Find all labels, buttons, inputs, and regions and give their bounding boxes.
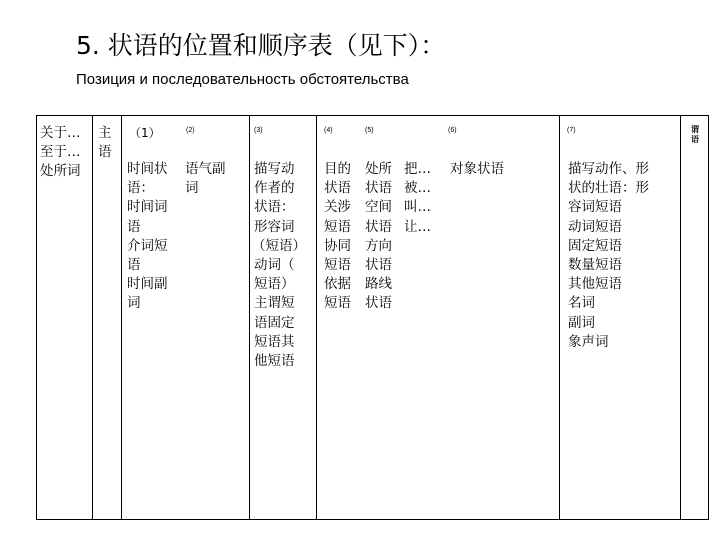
page-title: 5. 状语的位置和顺序表（见下）： bbox=[76, 31, 446, 60]
col7-line: 状的壮语：形 bbox=[568, 180, 649, 197]
col3-line: 描写动 bbox=[254, 161, 295, 177]
column-divider bbox=[316, 116, 317, 519]
col3-line: 语固定 bbox=[254, 314, 295, 331]
ba-bei-line: 叫… bbox=[404, 199, 431, 216]
col1-line: 词 bbox=[127, 295, 141, 312]
col2-line: 语气副 bbox=[185, 161, 226, 177]
col4-line: 状语 bbox=[324, 180, 351, 197]
col1-line: 时间状 bbox=[127, 161, 168, 177]
page-subtitle: Позиция и последовательность обстоятельства bbox=[76, 71, 409, 88]
adverbial-order-table bbox=[36, 115, 709, 520]
col-a-text bbox=[40, 124, 81, 182]
col7-line: 其他短语 bbox=[568, 276, 622, 293]
predicate-line: 谓 bbox=[691, 125, 699, 134]
col1-line: 时间词 bbox=[127, 199, 168, 216]
ba-bei-text bbox=[404, 160, 431, 237]
col4-line: 短语 bbox=[324, 257, 351, 274]
ba-bei-line: 让… bbox=[404, 218, 431, 235]
col3-line: 状语： bbox=[254, 199, 295, 216]
col6-text bbox=[450, 160, 504, 179]
predicate-line: 语 bbox=[691, 135, 699, 144]
col3-line: 他短语 bbox=[254, 353, 295, 370]
col7-number: (7) bbox=[567, 127, 576, 134]
col1-line: 语 bbox=[127, 218, 141, 235]
column-divider bbox=[680, 116, 681, 519]
ba-bei-line: 把… bbox=[404, 161, 431, 177]
col4-number: (4) bbox=[324, 127, 333, 134]
col4-line: 短语 bbox=[324, 218, 351, 235]
col3-line: 作者的 bbox=[254, 180, 295, 197]
col7-line: 描写动作、形 bbox=[568, 161, 649, 177]
col5-line: 空间 bbox=[365, 199, 392, 216]
col7-line: 象声词 bbox=[568, 333, 609, 350]
col-a-line: 处所词 bbox=[40, 163, 81, 180]
predicate-text bbox=[691, 125, 699, 145]
column-divider bbox=[92, 116, 93, 519]
col4-line: 短语 bbox=[324, 295, 351, 312]
col4-line: 协同 bbox=[324, 237, 351, 254]
col5-line: 状语 bbox=[365, 218, 392, 235]
subject-text bbox=[98, 124, 112, 162]
col5-number: (5) bbox=[365, 127, 374, 134]
column-divider bbox=[121, 116, 122, 519]
col5-line: 方向 bbox=[365, 237, 392, 254]
col-a-line: 关于… bbox=[40, 125, 81, 141]
col3-text bbox=[254, 160, 306, 371]
col4-line: 依据 bbox=[324, 276, 351, 293]
col5-text bbox=[365, 160, 392, 314]
col7-line: 名词 bbox=[568, 295, 595, 312]
col4-line: 关涉 bbox=[324, 199, 351, 216]
col-a-line: 至于… bbox=[40, 144, 81, 161]
col6-number: (6) bbox=[448, 127, 457, 134]
col5-line: 状语 bbox=[365, 295, 392, 312]
col6-line: 对象状语 bbox=[450, 161, 504, 177]
col2-text bbox=[185, 160, 226, 198]
col3-line: （短语） bbox=[252, 237, 306, 254]
col5-line: 状语 bbox=[365, 257, 392, 274]
col4-line: 目的 bbox=[324, 161, 351, 177]
col4-text bbox=[324, 160, 351, 314]
subject-line: 主 bbox=[98, 125, 112, 141]
column-divider bbox=[559, 116, 560, 519]
col3-line: 动词（ bbox=[254, 257, 295, 274]
col5-line: 路线 bbox=[365, 276, 392, 293]
col3-line: 短语） bbox=[254, 276, 295, 293]
ba-bei-line: 被… bbox=[404, 180, 431, 197]
col7-line: 容词短语 bbox=[568, 199, 622, 216]
col3-line: 形容词 bbox=[254, 218, 295, 235]
col1-text bbox=[127, 160, 168, 314]
column-divider bbox=[249, 116, 250, 519]
col1-line: 语 bbox=[127, 257, 141, 274]
col1-number: （1） bbox=[129, 126, 161, 140]
col7-line: 副词 bbox=[568, 314, 595, 331]
col7-line: 数量短语 bbox=[568, 257, 622, 274]
col5-line: 处所 bbox=[365, 161, 392, 177]
subject-line: 语 bbox=[98, 144, 112, 161]
col1-line: 语： bbox=[127, 180, 154, 197]
col7-line: 固定短语 bbox=[568, 237, 622, 254]
col1-line: 时间副 bbox=[127, 276, 168, 293]
col1-line: 介词短 bbox=[127, 237, 168, 254]
col3-line: 主谓短 bbox=[254, 295, 295, 312]
col7-text bbox=[568, 160, 649, 352]
col2-number: (2) bbox=[186, 127, 195, 134]
col2-line: 词 bbox=[185, 180, 199, 197]
col7-line: 动词短语 bbox=[568, 218, 622, 235]
col3-number: (3) bbox=[254, 127, 263, 134]
col5-line: 状语 bbox=[365, 180, 392, 197]
col3-line: 短语其 bbox=[254, 333, 295, 350]
